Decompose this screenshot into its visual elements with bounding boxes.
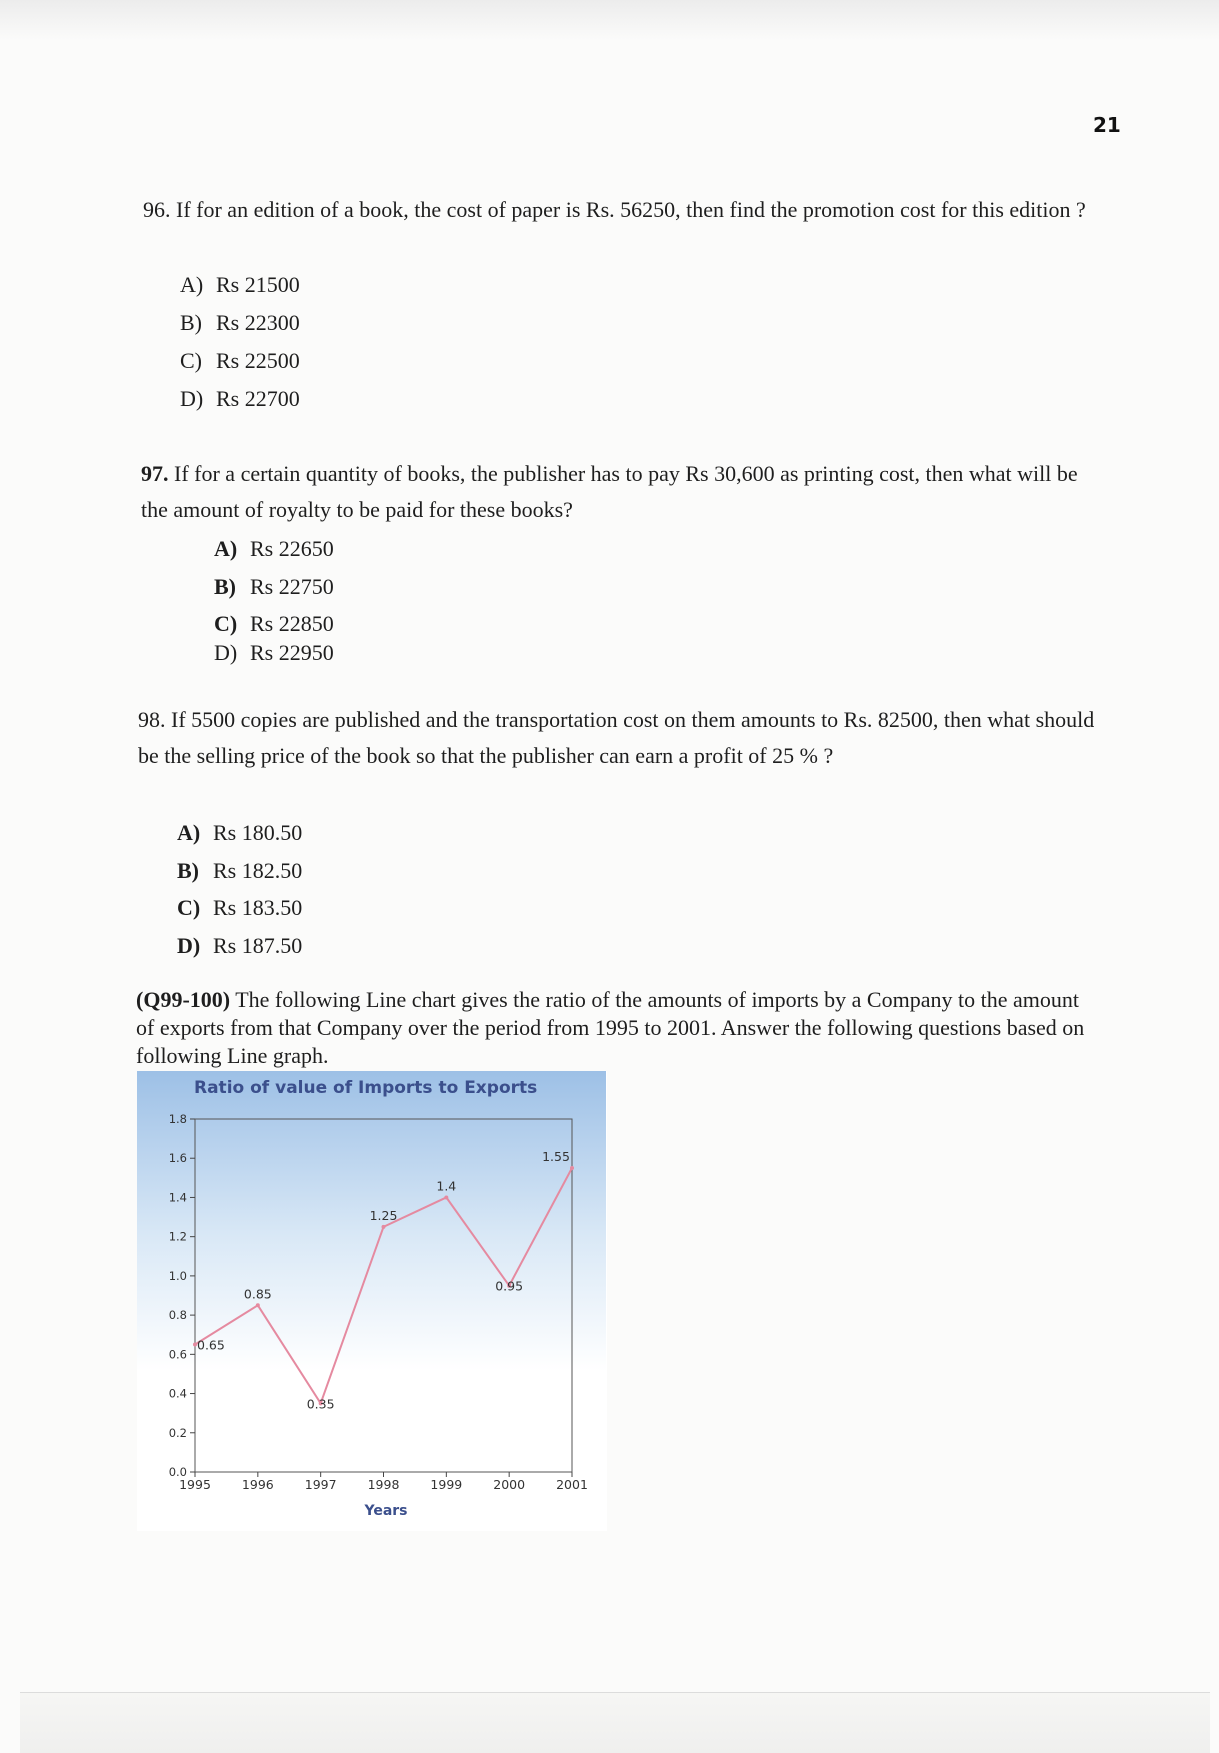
question-98-text: 98. If 5500 copies are published and the transportation cost on them amounts to Rs. 82500, then what should be the selling price of the book so that the publisher can earn a profit of 25 % ?: [138, 707, 1095, 768]
data-point: [570, 1166, 574, 1170]
option-value: Rs 22750: [250, 574, 334, 599]
line-chart: [137, 1071, 607, 1531]
option-letter: D): [177, 933, 201, 958]
q97-option-a: [214, 536, 334, 562]
question-96-text: 96. If for an edition of a book, the cost of paper is Rs. 56250, then find the promotion cost for this edition ?: [143, 197, 1086, 222]
option-letter: A): [214, 536, 238, 561]
option-value: Rs 187.50: [213, 933, 303, 958]
option-value: Rs 22700: [216, 386, 300, 411]
option-letter: C): [214, 611, 238, 636]
y-tick-label: 0.2: [168, 1425, 187, 1440]
option-letter: C): [177, 895, 201, 920]
y-tick-label: 0.8: [168, 1308, 187, 1323]
x-tick-label: 2000: [493, 1477, 526, 1492]
data-label: 0.95: [495, 1278, 524, 1294]
data-label: 0.35: [306, 1396, 335, 1412]
chart-intro-paragraph: [136, 986, 1096, 1070]
chart-intro-text: The following Line chart gives the ratio of the amounts of imports by a Company to the amount of exports from that Company over the period from 1995 to 2001. Answer the following questions based on following Line graph.: [136, 987, 1085, 1068]
q98-option-c: [177, 895, 302, 921]
chart-title: Ratio of value of Imports to Exports: [194, 1078, 538, 1098]
q96-option-d: [180, 386, 300, 412]
q97-option-d: [214, 640, 334, 666]
option-value: Rs 22850: [250, 611, 334, 636]
data-point: [256, 1303, 260, 1307]
question-number: 97.: [141, 461, 169, 486]
data-label: 1.55: [542, 1149, 570, 1165]
q97-option-b: [214, 574, 334, 600]
x-axis-title: Years: [364, 1503, 408, 1519]
option-value: Rs 21500: [216, 272, 300, 297]
data-point: [382, 1225, 386, 1229]
option-letter: A): [177, 820, 201, 845]
q97-option-c: [214, 611, 334, 637]
q98-option-a: [177, 820, 302, 846]
y-tick-label: 0.4: [168, 1386, 187, 1401]
option-value: Rs 22650: [250, 536, 334, 561]
y-tick-label: 0.0: [168, 1465, 187, 1479]
y-tick-label: 1.6: [168, 1151, 187, 1166]
option-letter: D): [180, 386, 204, 411]
data-point: [444, 1195, 448, 1199]
x-tick-label: 1996: [241, 1477, 274, 1492]
scan-bottom-edge: [20, 1692, 1210, 1753]
q96-option-c: [180, 348, 300, 374]
data-label: 0.65: [197, 1337, 225, 1353]
x-tick-label: 1998: [367, 1477, 400, 1492]
question-97-text: [141, 456, 1101, 528]
x-tick-label: 1999: [430, 1477, 463, 1492]
q98-option-d: [177, 933, 302, 959]
y-tick-label: 1.2: [168, 1229, 187, 1244]
data-label: 0.85: [243, 1286, 272, 1302]
option-value: Rs 180.50: [213, 820, 303, 845]
q96-option-b: [180, 310, 300, 336]
question-range-label: (Q99-100): [136, 987, 231, 1012]
data-label: 1.4: [436, 1178, 457, 1194]
q98-option-b: [177, 858, 302, 884]
y-tick-label: 1.8: [168, 1112, 187, 1126]
y-tick-label: 0.6: [168, 1347, 187, 1362]
x-tick-label: 2001: [556, 1477, 588, 1492]
q96-option-a: [180, 272, 300, 298]
option-value: Rs 22300: [216, 310, 300, 335]
option-value: Rs 183.50: [213, 895, 303, 920]
scan-top-edge: [0, 0, 1219, 40]
y-tick-label: 1.4: [168, 1190, 187, 1205]
page-number: 21: [1093, 113, 1121, 137]
option-letter: C): [180, 348, 202, 373]
option-value: Rs 182.50: [213, 858, 303, 883]
y-tick-label: 1.0: [168, 1268, 187, 1283]
x-tick-label: 1997: [304, 1477, 337, 1492]
option-value: Rs 22500: [216, 348, 300, 373]
option-letter: A): [180, 272, 204, 297]
option-letter: B): [214, 574, 236, 599]
question-body: If for a certain quantity of books, the publisher has to pay Rs 30,600 as printing cost, then what will be the amount of royalty to be paid for these books?: [141, 461, 1078, 522]
option-value: Rs 22950: [250, 640, 334, 665]
x-tick-label: 1995: [179, 1477, 211, 1492]
option-letter: B): [177, 858, 199, 883]
option-letter: B): [180, 310, 202, 335]
option-letter: D): [214, 640, 238, 665]
data-label: 1.25: [369, 1207, 398, 1223]
